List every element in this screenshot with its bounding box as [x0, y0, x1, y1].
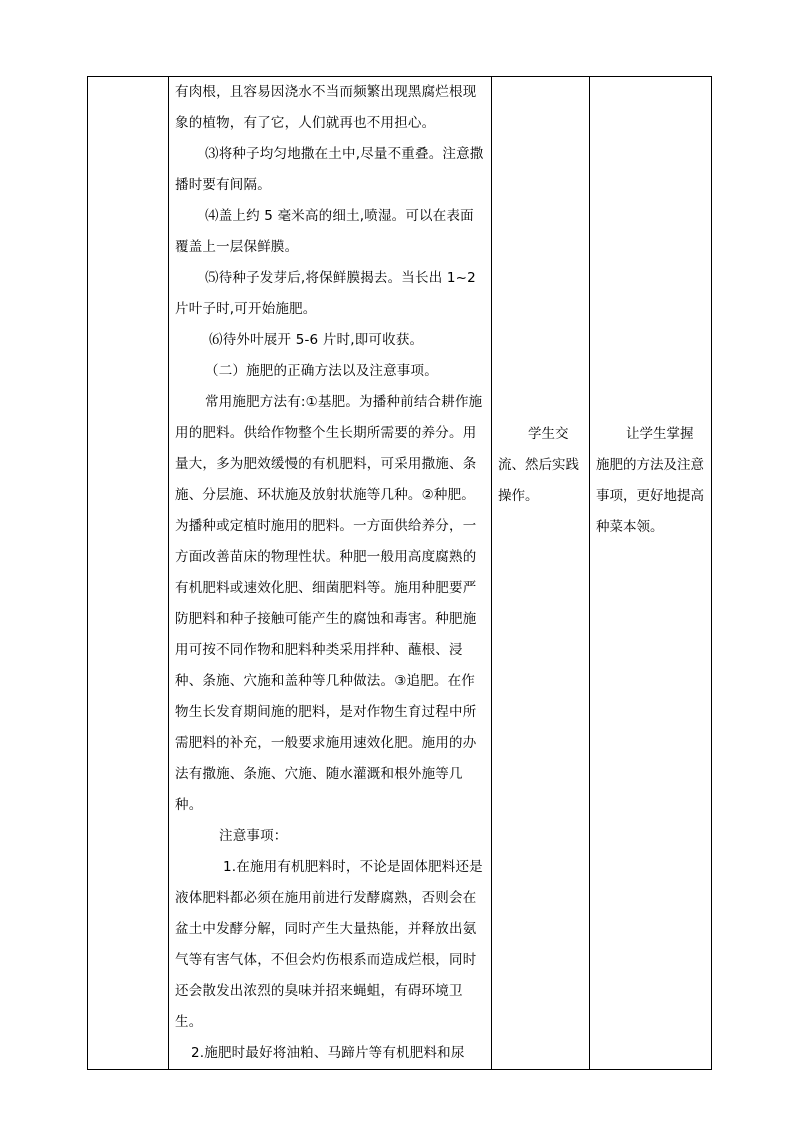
- student-activity-cell: [492, 77, 590, 1070]
- section-heading-fertilizing: （二）施肥的正确方法以及注意事项。: [205, 363, 438, 379]
- paragraph-note-2: 2.施肥时最好将油粕、马蹄片等有机肥料和尿: [191, 1045, 465, 1061]
- student-activity-text: 学生交流、然后实践操作。: [498, 426, 579, 504]
- design-intent-cell: [590, 77, 712, 1070]
- student-activity: [492, 77, 589, 512]
- paragraph-step-3: ⑶将种子均匀地撒在土中,尽量不重叠。注意撒播时要有间隔。: [175, 146, 484, 193]
- paragraph-step-5: ⑸待种子发芽后,将保鲜膜揭去。当长出 1~2 片叶子时,可开始施肥。: [175, 270, 476, 317]
- lesson-plan-table: [87, 76, 712, 1070]
- empty-cell: [88, 77, 169, 1070]
- paragraph-step-4: ⑷盖上约 5 毫米高的细土,喷湿。可以在表面覆盖上一层保鲜膜。: [175, 208, 474, 255]
- teaching-content: [169, 77, 491, 1069]
- notes-heading: 注意事项：: [219, 828, 288, 844]
- paragraph-note-1: 1.在施用有机肥料时，不论是固体肥料还是液体肥料都必须在施用前进行发酵腐熟，否则会在盆土中发酵分解，同时产生大量热能，并释放出氨气等有害气体，不但会灼伤根系而造成烂根，同时还会散发出浓烈的臭味并招来蝇蛆，有碍环境卫生。: [175, 859, 483, 1030]
- paragraph-step-6: ⑹待外叶展开 5-6 片时,即可收获。: [209, 332, 424, 348]
- design-intent-text: 让学生掌握施肥的方法及注意事项，更好地提高种菜本领。: [596, 426, 704, 535]
- table-row: [88, 77, 712, 1070]
- teaching-content-cell: [169, 77, 492, 1070]
- paragraph-fertilizing-methods: 常用施肥方法有:①基肥。为播种前结合耕作施用的肥料。供给作物整个生长期所需要的养分。用量大，多为肥效缓慢的有机肥料，可采用撒施、条施、分层施、环状施及放射状施等几种。②种肥。为播种或定植时施用的肥料。一方面供给养分，一方面改善苗床的物理性状。种肥一般用高度腐熟的有机肥料或速效化肥、细菌肥料等。施用种肥要严防肥料和种子接触可能产生的腐蚀和毒害。种肥施用可按不同作物和肥料种类采用拌种、蘸根、浸种、条施、穴施和盖种等几种做法。③追肥。在作物生长发育期间施的肥料，是对作物生育过程中所需肥料的补充，一般要求施用速效化肥。施用的办法有撒施、条施、穴施、随水灌溉和根外施等几种。: [175, 394, 483, 813]
- paragraph-continuation: 有肉根，且容易因浇水不当而频繁出现黑腐烂根现象的植物，有了它，人们就再也不用担心。: [175, 84, 477, 131]
- design-intent: [590, 77, 711, 543]
